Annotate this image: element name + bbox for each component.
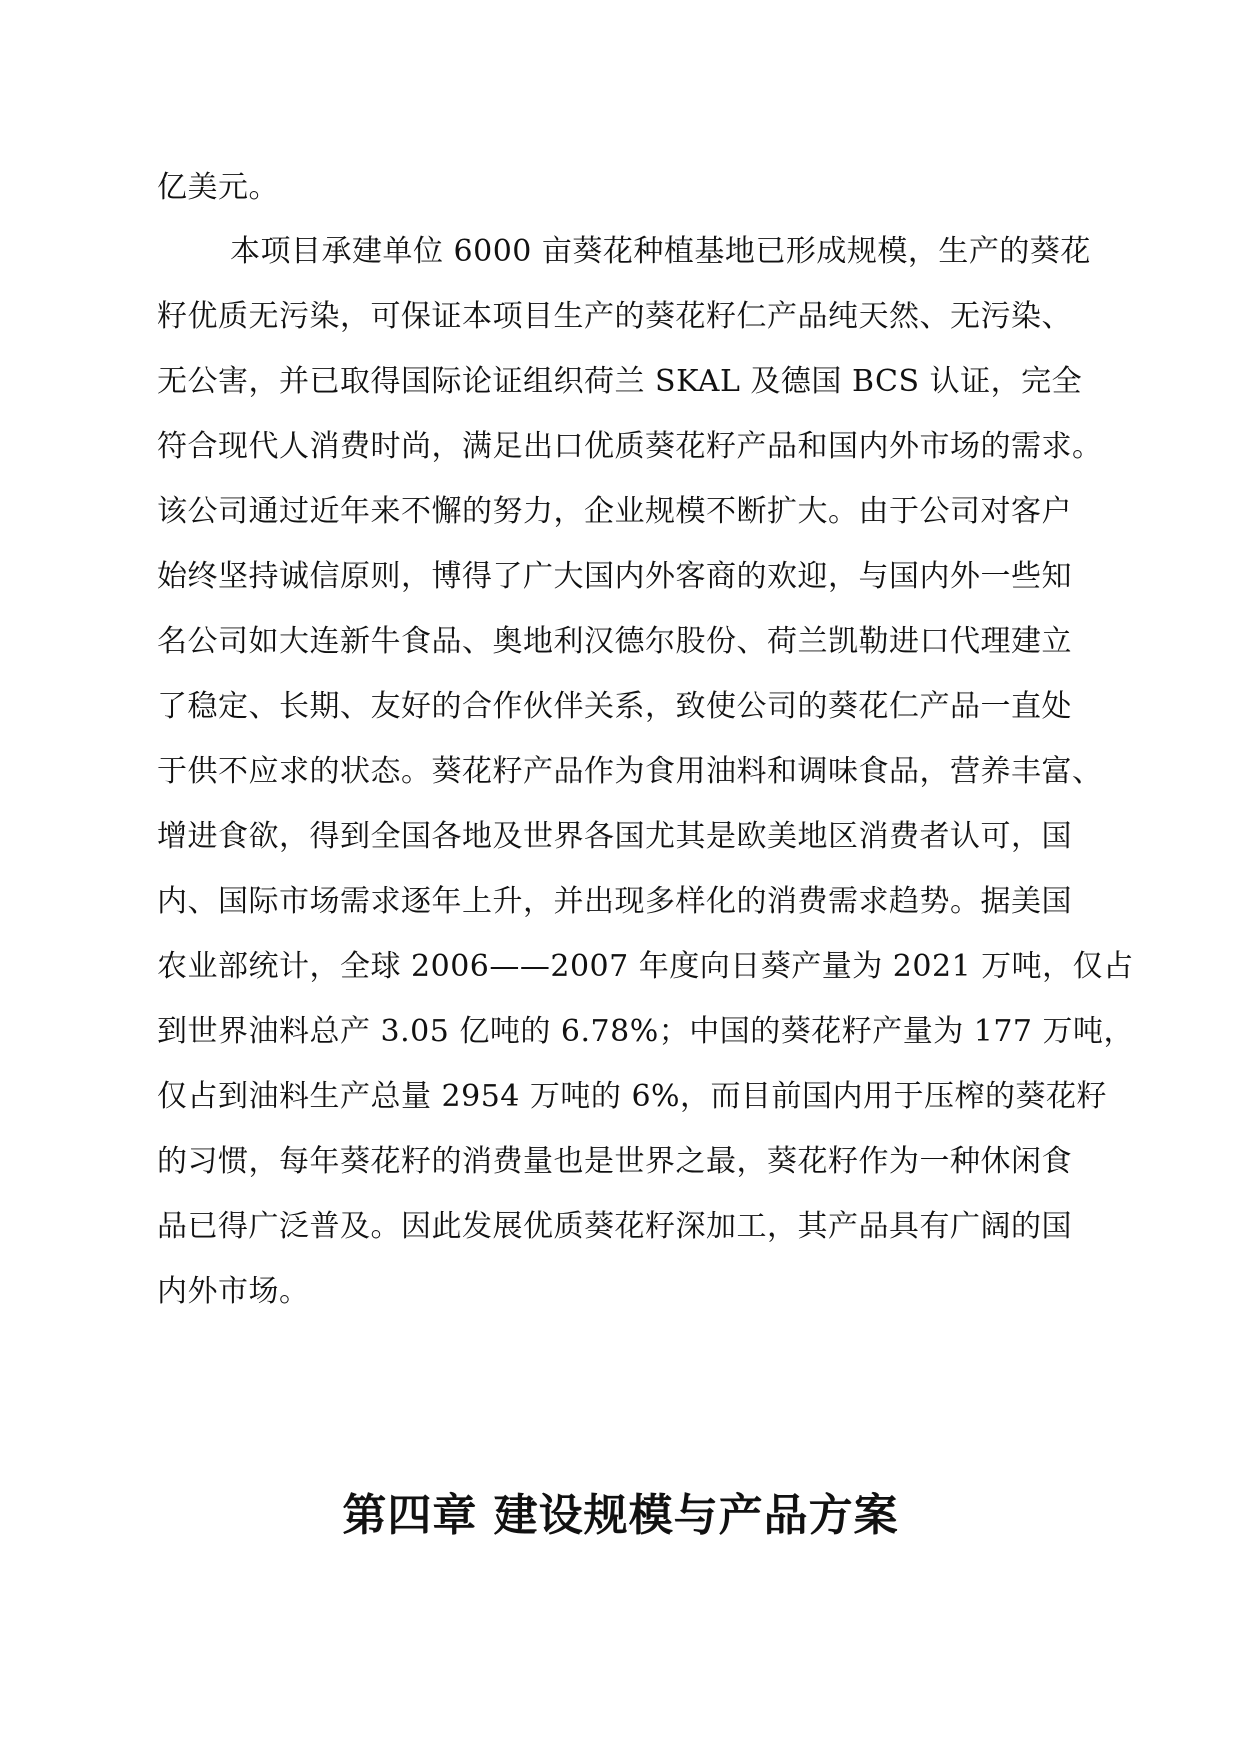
paragraph-first-line: 本项目承建单位 6000 亩葵花种植基地已形成规模，生产的葵花 xyxy=(230,234,1091,269)
text-line: 品已得广泛普及。因此发展优质葵花籽深加工，其产品具有广阔的国 xyxy=(157,1209,1072,1244)
text-line: 农业部统计，全球 2006——2007 年度向日葵产量为 2021 万吨，仅占 xyxy=(157,949,1134,984)
text-line: 的习惯，每年葵花籽的消费量也是世界之最，葵花籽作为一种休闲食 xyxy=(157,1144,1072,1179)
text-line: 于供不应求的状态。葵花籽产品作为食用油料和调味食品，营养丰富、 xyxy=(157,754,1103,789)
text-line: 内外市场。 xyxy=(157,1274,310,1309)
text-line: 内、国际市场需求逐年上升，并出现多样化的消费需求趋势。据美国 xyxy=(157,884,1072,919)
text-line: 到世界油料总产 3.05 亿吨的 6.78%；中国的葵花籽产量为 177 万吨， xyxy=(157,1014,1135,1049)
text-line: 籽优质无污染，可保证本项目生产的葵花籽仁产品纯天然、无污染、 xyxy=(157,299,1072,334)
text-line: 亿美元。 xyxy=(157,170,279,205)
text-line: 始终坚持诚信原则，博得了广大国内外客商的欢迎，与国内外一些知 xyxy=(157,559,1072,594)
text-line: 增进食欲，得到全国各地及世界各国尤其是欧美地区消费者认可，国 xyxy=(157,819,1072,854)
text-line: 了稳定、长期、友好的合作伙伴关系，致使公司的葵花仁产品一直处 xyxy=(157,689,1072,724)
text-line: 符合现代人消费时尚，满足出口优质葵花籽产品和国内外市场的需求。 xyxy=(157,429,1103,464)
text-line: 该公司通过近年来不懈的努力，企业规模不断扩大。由于公司对客户 xyxy=(157,494,1072,529)
text-line: 名公司如大连新牛食品、奥地利汉德尔股份、荷兰凯勒进口代理建立 xyxy=(157,624,1072,659)
text-line: 无公害，并已取得国际论证组织荷兰 SKAL 及德国 BCS 认证，完全 xyxy=(157,364,1083,399)
text-line: 仅占到油料生产总量 2954 万吨的 6%，而目前国内用于压榨的葵花籽 xyxy=(157,1079,1108,1114)
chapter-heading: 第四章 建设规模与产品方案 xyxy=(342,1490,899,1541)
